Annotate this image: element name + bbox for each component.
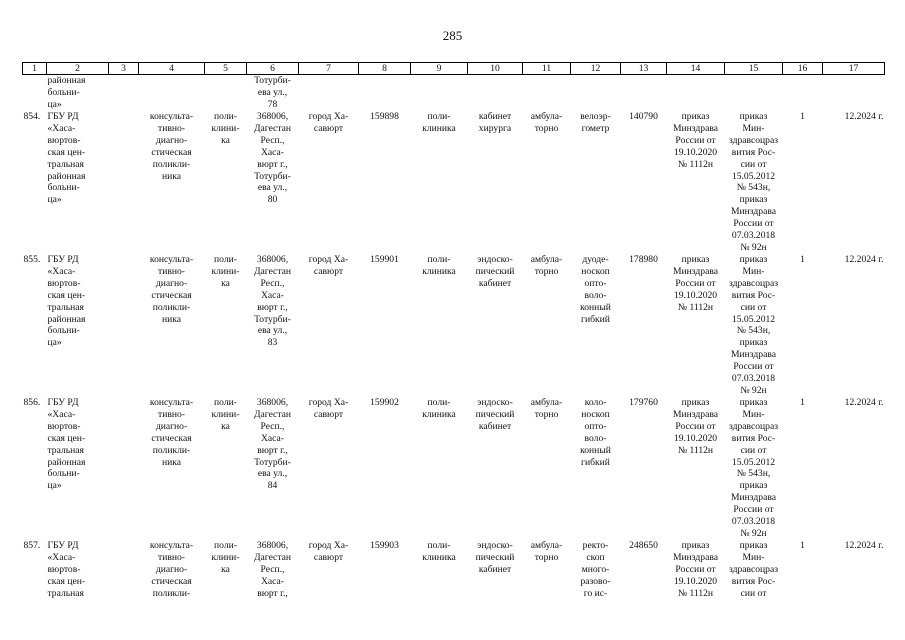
address: 368006, Дагестан Респ., Хаса- вюрт г., Тотурби- ева ул., 84: [253, 397, 292, 492]
care-mode: амбула- торно: [530, 540, 563, 563]
col-header: 12: [571, 63, 621, 75]
room: эндоско- пический кабинет: [475, 540, 515, 575]
order-ref: приказ Минздрава России от 19.10.2020 № 1112н: [672, 254, 718, 313]
address-continued: Тотурби- ева ул., 78: [254, 75, 291, 110]
code: 159902: [370, 397, 399, 408]
department: поли- клиника: [422, 254, 456, 277]
standard-ref: приказ Мин- здравсоцраз вития Рос- сии от 15.05.2012 № 543н, приказ Минздрава России от 07.03.2018 № 92н: [728, 397, 779, 539]
quantity: 1: [800, 397, 805, 408]
due-date: 12.2024 г.: [844, 254, 884, 265]
quantity: 1: [800, 540, 805, 551]
equipment-code: 140790: [629, 111, 658, 122]
row-number: 855.: [23, 254, 41, 265]
col-header: 3: [109, 63, 139, 75]
org-name-continued: районная больни- ца»: [47, 75, 86, 110]
equipment: дуоде- носкоп опто- воло- конный гибкий: [580, 254, 611, 325]
quantity: 1: [800, 111, 805, 122]
row-number: 856.: [23, 397, 41, 408]
unit-type: поли- клини- ка: [211, 254, 240, 289]
table-row: [23, 397, 885, 540]
standard-ref: приказ Мин- здравсоцраз вития Рос- сии от: [728, 540, 779, 599]
locality: город Ха- савюрт: [308, 254, 349, 277]
care-mode: амбула- торно: [530, 254, 563, 277]
cell-col3: [109, 254, 139, 397]
col-header: 2: [47, 63, 109, 75]
room: эндоско- пический кабинет: [475, 254, 515, 289]
code: 159901: [370, 254, 399, 265]
cell-col3: [109, 540, 139, 620]
equipment: ректо- скоп много- разово- го ис-: [580, 540, 611, 599]
col-header: 8: [359, 63, 411, 75]
col-header: 16: [783, 63, 823, 75]
header-row: [23, 63, 885, 75]
col-header: 5: [205, 63, 247, 75]
table-row: [23, 540, 885, 620]
org-name: ГБУ РД «Хаса- вюртов- ская цен- тральная районная больни- ца»: [47, 254, 86, 349]
department: поли- клиника: [422, 111, 456, 134]
col-header: 10: [468, 63, 523, 75]
registry-table: [22, 62, 885, 620]
continuation-row: [23, 75, 885, 112]
org-name: ГБУ РД «Хаса- вюртов- ская цен- тральная районная больни- ца»: [47, 111, 86, 206]
order-ref: приказ Минздрава России от 19.10.2020 № 1112н: [672, 397, 718, 456]
row-number: 854.: [23, 111, 41, 122]
address: 368006, Дагестан Респ., Хаса- вюрт г., Тотурби- ева ул., 80: [253, 111, 292, 206]
room: кабинет хирурга: [478, 111, 512, 134]
col-header: 17: [823, 63, 885, 75]
cell-col3: [109, 397, 139, 540]
care-mode: амбула- торно: [530, 397, 563, 420]
order-ref: приказ Минздрава России от 19.10.2020 № 1112н: [672, 540, 718, 599]
due-date: 12.2024 г.: [844, 540, 884, 551]
row-number: 857.: [23, 540, 41, 551]
address: 368006, Дагестан Респ., Хаса- вюрт г., Тотурби- ева ул., 83: [253, 254, 292, 349]
code: 159903: [370, 540, 399, 551]
order-ref: приказ Минздрава России от 19.10.2020 № 1112н: [672, 111, 718, 170]
locality: город Ха- савюрт: [308, 111, 349, 134]
col-header: 6: [247, 63, 299, 75]
address: 368006, Дагестан Респ., Хаса- вюрт г.,: [253, 540, 292, 599]
col-header: 11: [523, 63, 571, 75]
room: эндоско- пический кабинет: [475, 397, 515, 432]
col-header: 13: [621, 63, 667, 75]
org-name: ГБУ РД «Хаса- вюртов- ская цен- тральная районная больни- ца»: [47, 397, 86, 492]
department: поли- клиника: [422, 540, 456, 563]
col-header: 9: [411, 63, 468, 75]
locality: город Ха- савюрт: [308, 397, 349, 420]
equipment: коло- носкоп опто- воло- конный гибкий: [580, 397, 611, 468]
division: консульта- тивно- диагно- стическая поликли-: [149, 540, 194, 599]
standard-ref: приказ Мин- здравсоцраз вития Рос- сии от 15.05.2012 № 543н, приказ Минздрава России от 07.03.2018 № 92н: [728, 111, 779, 253]
equipment-code: 248650: [629, 540, 658, 551]
care-mode: амбула- торно: [530, 111, 563, 134]
department: поли- клиника: [422, 397, 456, 420]
due-date: 12.2024 г.: [844, 111, 884, 122]
col-header: 14: [667, 63, 725, 75]
org-name: ГБУ РД «Хаса- вюртов- ская цен- тральная: [47, 540, 86, 599]
page-number: 285: [442, 28, 463, 43]
equipment-code: 179760: [629, 397, 658, 408]
unit-type: поли- клини- ка: [211, 397, 240, 432]
cell-col3: [109, 111, 139, 254]
division: консульта- тивно- диагно- стическая поликли- ника: [149, 397, 194, 468]
division: консульта- тивно- диагно- стическая поликли- ника: [149, 254, 194, 325]
equipment: велоэр- гометр: [580, 111, 611, 134]
col-header: 4: [139, 63, 205, 75]
division: консульта- тивно- диагно- стическая поликли- ника: [149, 111, 194, 182]
code: 159898: [370, 111, 399, 122]
col-header: 1: [23, 63, 47, 75]
quantity: 1: [800, 254, 805, 265]
unit-type: поли- клини- ка: [211, 111, 240, 146]
table-row: [23, 111, 885, 254]
unit-type: поли- клини- ка: [211, 540, 240, 575]
equipment-code: 178980: [629, 254, 658, 265]
table-row: [23, 254, 885, 397]
locality: город Ха- савюрт: [308, 540, 349, 563]
col-header: 15: [725, 63, 783, 75]
col-header: 7: [299, 63, 359, 75]
due-date: 12.2024 г.: [844, 397, 884, 408]
standard-ref: приказ Мин- здравсоцраз вития Рос- сии от 15.05.2012 № 543н, приказ Минздрава России от 07.03.2018 № 92н: [728, 254, 779, 396]
